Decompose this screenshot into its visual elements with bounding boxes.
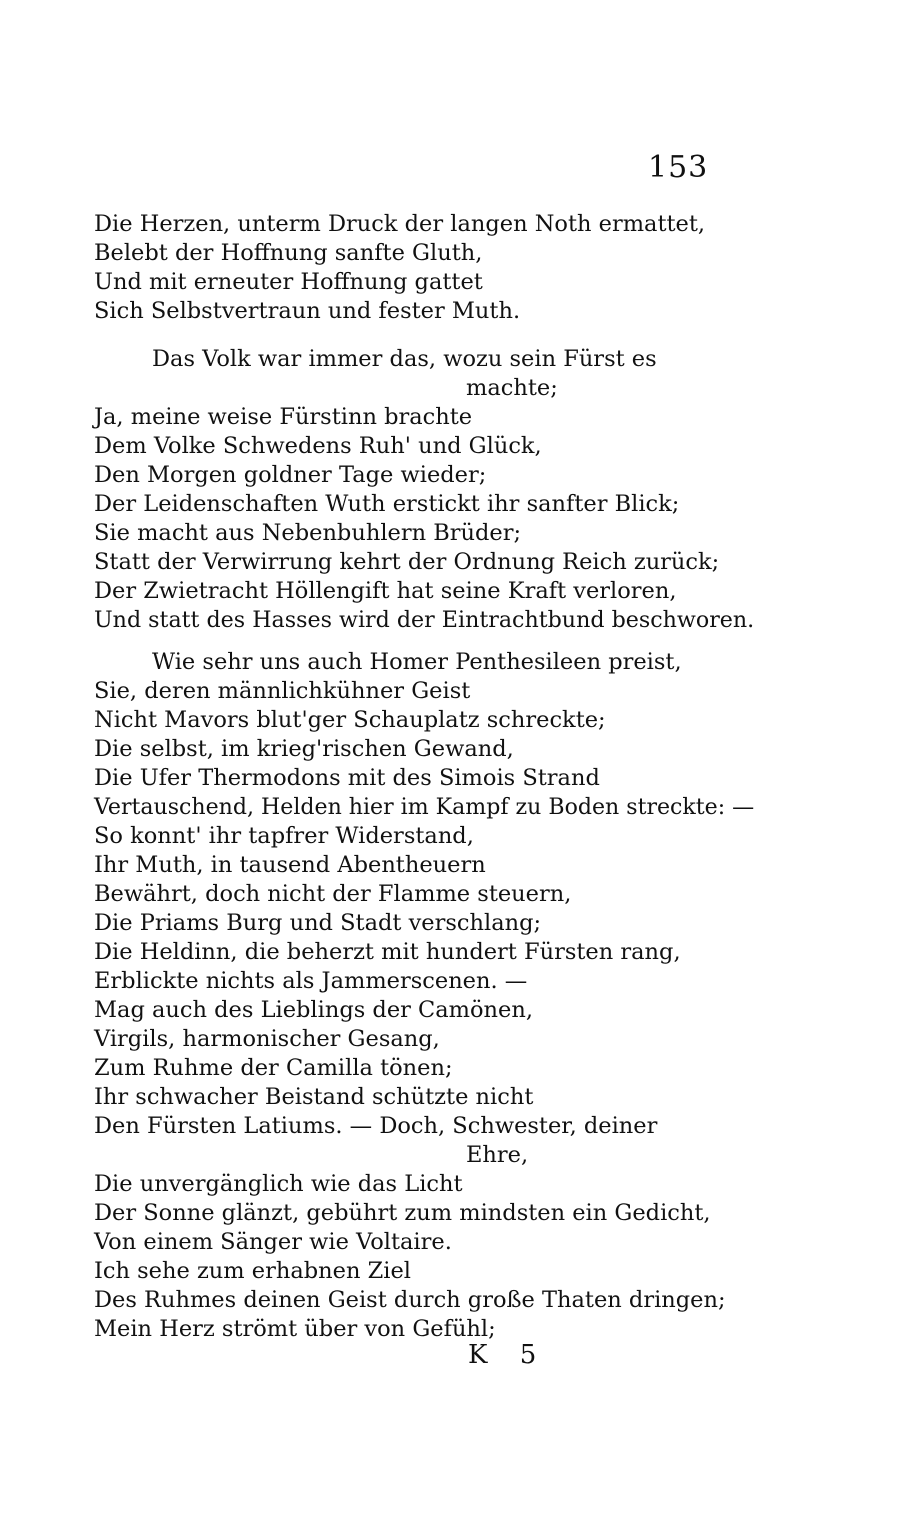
verse-line: Und statt des Hasses wird der Eintrachtbund beschworen. bbox=[94, 607, 755, 633]
verse-line: Die Heldinn, die beherzt mit hundert Fürsten rang, bbox=[94, 939, 681, 965]
verse-line: Der Leidenschaften Wuth erstickt ihr sanfter Blick; bbox=[94, 491, 680, 517]
verse-line: Ja, meine weise Fürstinn brachte bbox=[94, 404, 473, 430]
page-number: 153 bbox=[648, 150, 709, 185]
verse-line: Das Volk war immer das, wozu sein Fürst es bbox=[152, 346, 657, 372]
stanza-2 bbox=[94, 345, 754, 635]
verse-line: Nicht Mavors blut'ger Schauplatz schreckte; bbox=[94, 707, 606, 733]
verse-line: Ich sehe zum erhabnen Ziel bbox=[94, 1258, 411, 1284]
verse-line: Die Ufer Thermodons mit des Simois Strand bbox=[94, 765, 600, 791]
verse-line: Die Herzen, unterm Druck der langen Noth ermattet, bbox=[94, 211, 706, 237]
verse-line: Belebt der Hoffnung sanfte Gluth, bbox=[94, 240, 483, 266]
verse-line: Den Fürsten Latiums. — Doch, Schwester, deiner bbox=[94, 1113, 658, 1139]
verse-line: Statt der Verwirrung kehrt der Ordnung Reich zurück; bbox=[94, 549, 720, 575]
verse-line: So konnt' ihr tapfrer Widerstand, bbox=[94, 823, 474, 849]
verse-line: Wie sehr uns auch Homer Penthesileen preist, bbox=[152, 649, 682, 675]
verse-line-turnover: machte; bbox=[466, 375, 558, 401]
verse-line: Die unvergänglich wie das Licht bbox=[94, 1171, 463, 1197]
verse-line: Zum Ruhme der Camilla tönen; bbox=[94, 1055, 453, 1081]
verse-line: Des Ruhmes deinen Geist durch große Thaten dringen; bbox=[94, 1287, 726, 1313]
verse-line: Der Sonne glänzt, gebührt zum mindsten ein Gedicht, bbox=[94, 1200, 711, 1226]
verse-line: Dem Volke Schwedens Ruh' und Glück, bbox=[94, 433, 542, 459]
verse-line: Ihr schwacher Beistand schützte nicht bbox=[94, 1084, 534, 1110]
printer-signature-mark: K 5 bbox=[468, 1340, 549, 1370]
stanza-3 bbox=[94, 648, 754, 1344]
verse-line: Virgils, harmonischer Gesang, bbox=[94, 1026, 440, 1052]
verse-line: Erblickte nichts als Jammerscenen. — bbox=[94, 968, 528, 994]
verse-line: Von einem Sänger wie Voltaire. bbox=[94, 1229, 452, 1255]
verse-line: Den Morgen goldner Tage wieder; bbox=[94, 462, 487, 488]
verse-line: Ihr Muth, in tausend Abentheuern bbox=[94, 852, 486, 878]
verse-line: Mein Herz strömt über von Gefühl; bbox=[94, 1316, 496, 1342]
verse-line: Sie, deren männlichkühner Geist bbox=[94, 678, 471, 704]
verse-line: Vertauschend, Helden hier im Kampf zu Boden streckte: — bbox=[94, 795, 755, 820]
verse-line: Der Zwietracht Höllengift hat seine Kraft verloren, bbox=[94, 578, 677, 604]
verse-line: Mag auch des Lieblings der Camönen, bbox=[94, 997, 534, 1023]
verse-line: Die Priams Burg und Stadt verschlang; bbox=[94, 910, 542, 936]
verse-line: Sie macht aus Nebenbuhlern Brüder; bbox=[94, 520, 522, 546]
stanza-1 bbox=[94, 210, 754, 326]
verse-line: Die selbst, im krieg'rischen Gewand, bbox=[94, 736, 514, 762]
verse-line: Bewährt, doch nicht der Flamme steuern, bbox=[94, 881, 572, 907]
verse-line-turnover: Ehre, bbox=[466, 1142, 529, 1168]
verse-line: Und mit erneuter Hoffnung gattet bbox=[94, 269, 483, 295]
verse-line: Sich Selbstvertraun und fester Muth. bbox=[94, 298, 521, 324]
